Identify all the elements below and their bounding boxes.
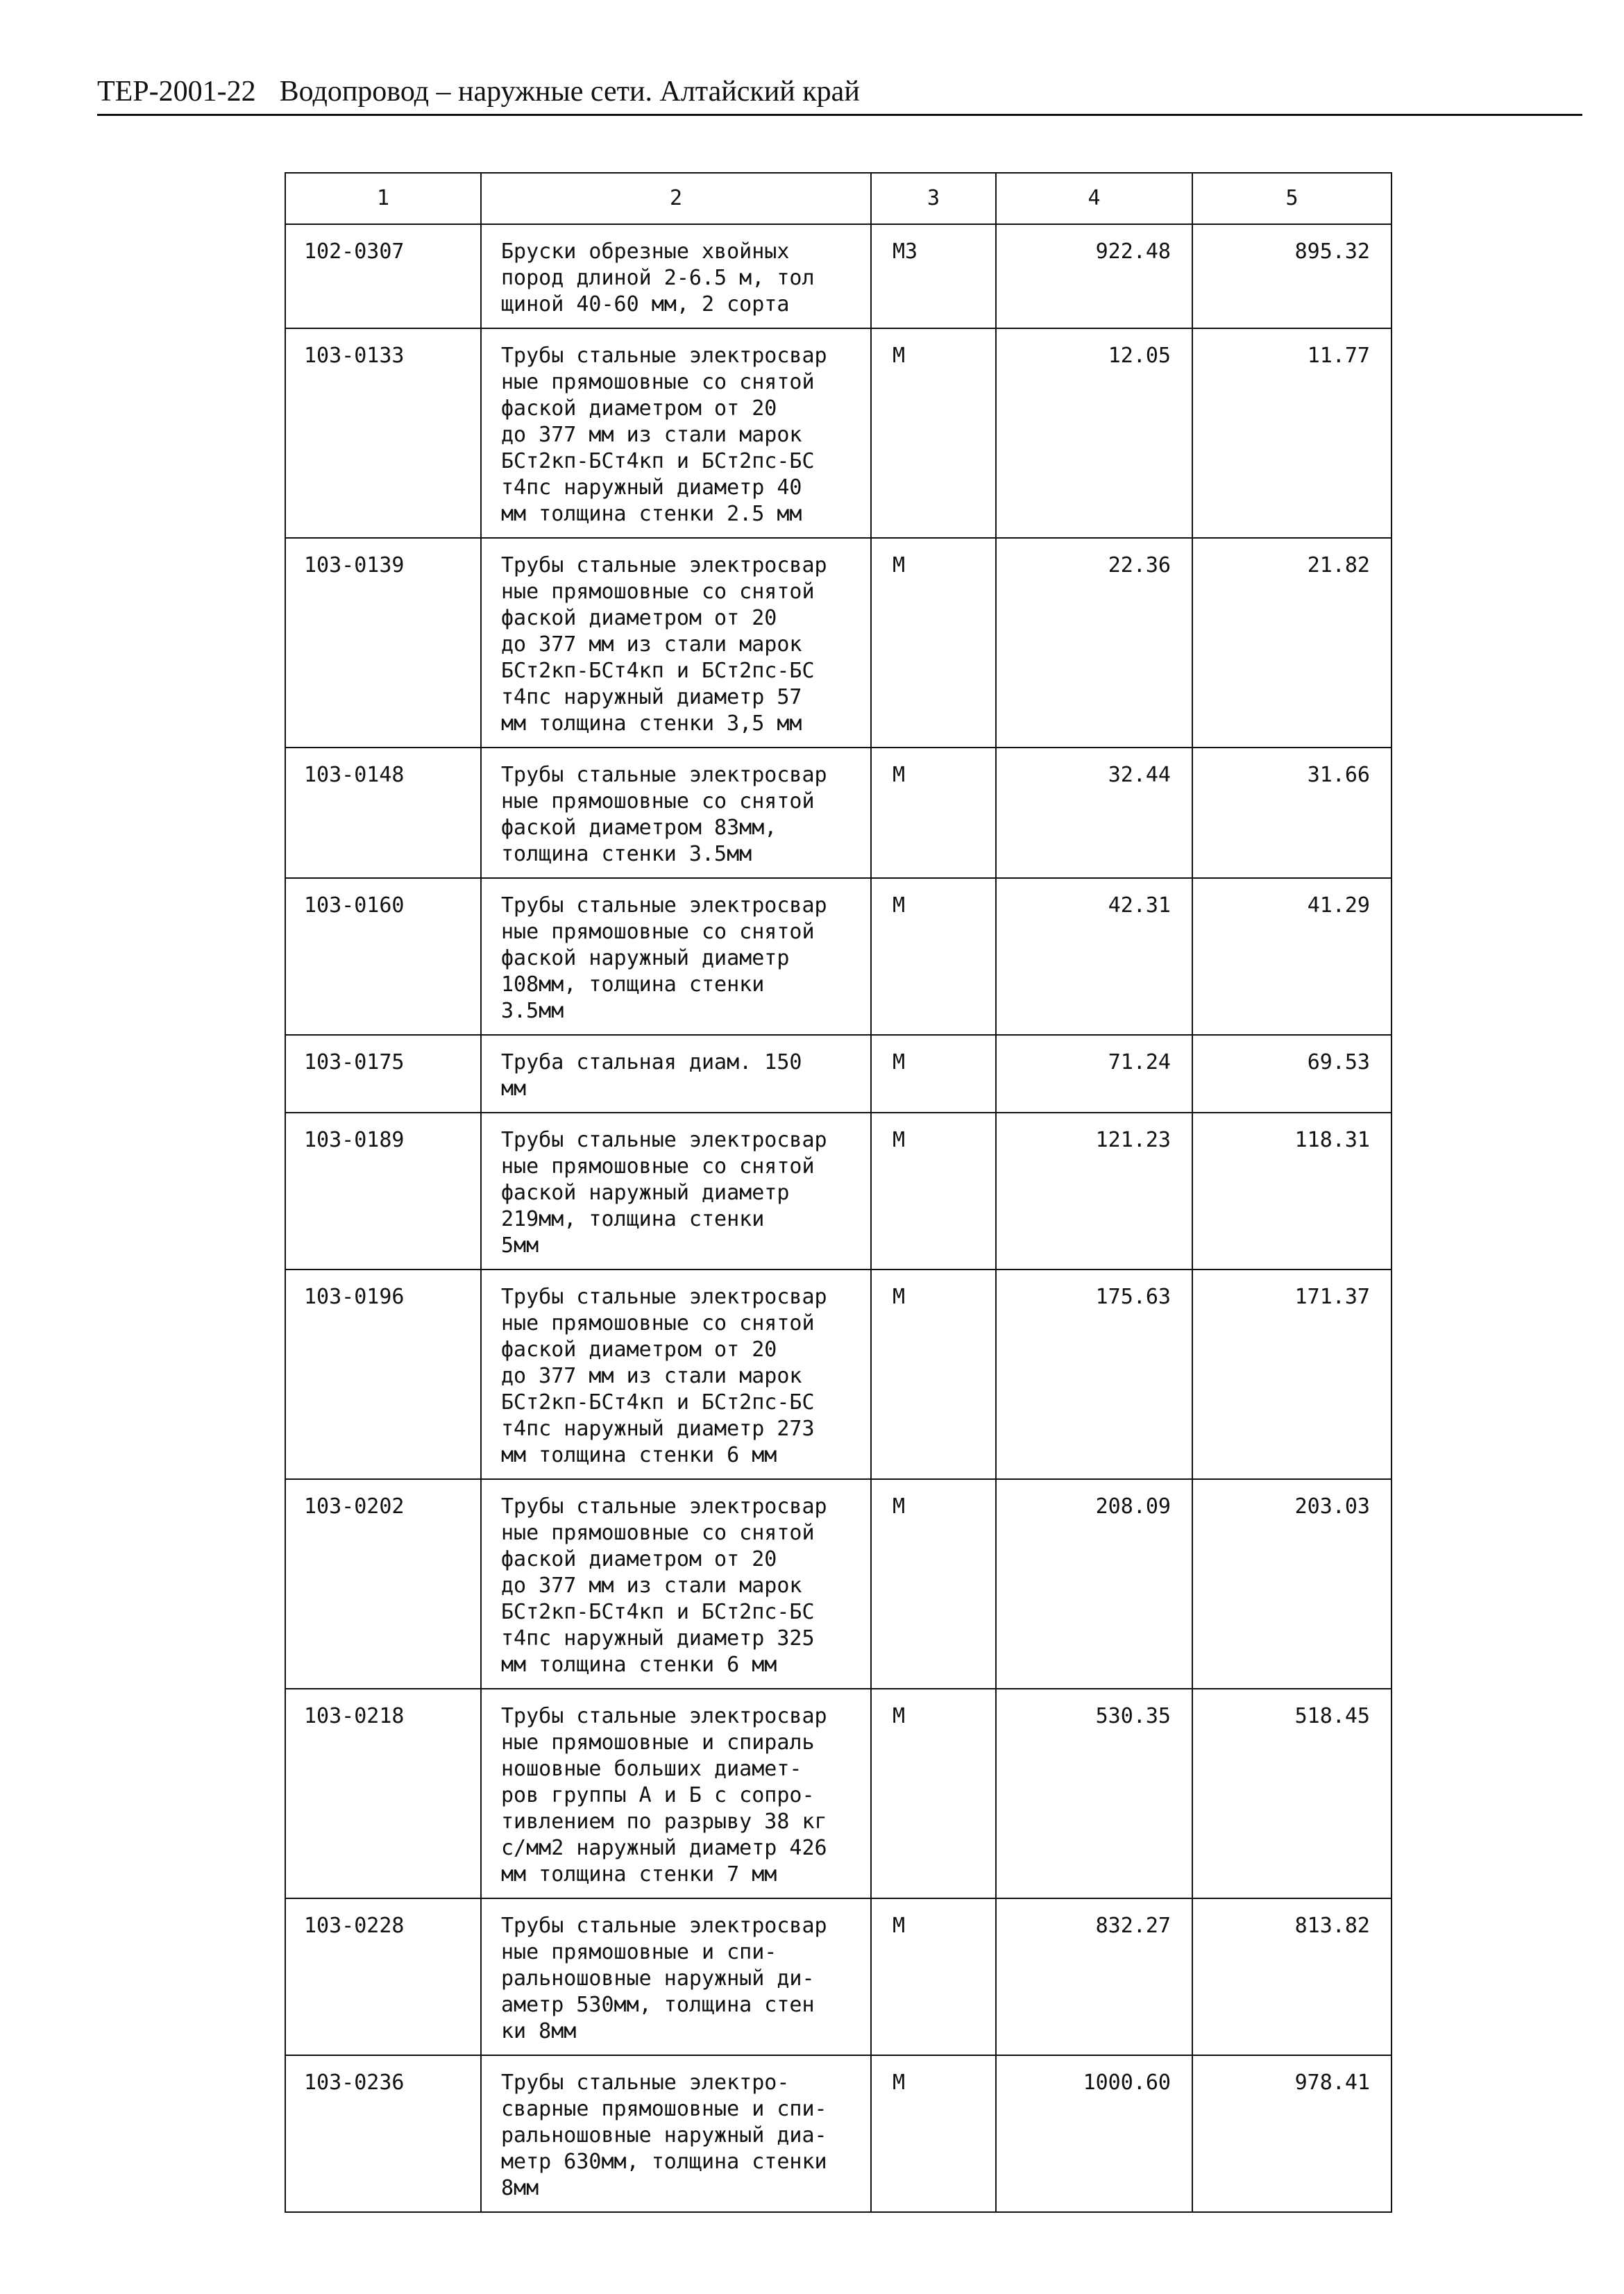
table-row bbox=[285, 1035, 1392, 1113]
unit-cell: М bbox=[871, 1270, 996, 1479]
unit-cell: М bbox=[871, 1479, 996, 1689]
resource-code-cell: 103-0236 bbox=[285, 2055, 481, 2212]
resource-code-cell: 103-0139 bbox=[285, 538, 481, 748]
unit-cell: М bbox=[871, 1689, 996, 1898]
resource-code-cell: 103-0202 bbox=[285, 1479, 481, 1689]
price-value-cell: 121.23 bbox=[996, 1113, 1192, 1270]
table-row bbox=[285, 748, 1392, 878]
unit-cell: М bbox=[871, 1035, 996, 1113]
column-number-row bbox=[285, 173, 1392, 224]
unit-cell: М bbox=[871, 1898, 996, 2055]
resource-code-cell: 103-0228 bbox=[285, 1898, 481, 2055]
table-row bbox=[285, 538, 1392, 748]
price-value-cell: 203.03 bbox=[1192, 1479, 1392, 1689]
document-code: ТЕР-2001-22 bbox=[97, 76, 256, 108]
price-value-cell: 22.36 bbox=[996, 538, 1192, 748]
table-row bbox=[285, 1113, 1392, 1270]
resource-name-cell: Трубы стальные электросвар ные прямошовные со снятой фаской наружный диаметр 108мм, толщина стенки 3.5мм bbox=[481, 878, 871, 1035]
resource-name-cell: Трубы стальные электросвар ные прямошовные со снятой фаской наружный диаметр 219мм, толщина стенки 5мм bbox=[481, 1113, 871, 1270]
column-header: 1 bbox=[285, 173, 481, 224]
resource-name-cell: Трубы стальные электросвар ные прямошовные со снятой фаской диаметром от 20 до 377 мм из стали марок БСт2кп-БСт4кп и БСт2пс-БС т4пс наружный диаметр 273 мм толщина стенки 6 мм bbox=[481, 1270, 871, 1479]
price-value-cell: 11.77 bbox=[1192, 328, 1392, 538]
table-row bbox=[285, 878, 1392, 1035]
table-row bbox=[285, 1270, 1392, 1479]
resource-name-cell: Труба стальная диам. 150 мм bbox=[481, 1035, 871, 1113]
column-header: 4 bbox=[996, 173, 1192, 224]
unit-cell: М bbox=[871, 748, 996, 878]
price-table bbox=[285, 172, 1392, 2213]
unit-cell: М bbox=[871, 538, 996, 748]
price-value-cell: 21.82 bbox=[1192, 538, 1392, 748]
resource-name-cell: Бруски обрезные хвойных пород длиной 2-6.5 м, тол щиной 40-60 мм, 2 сорта bbox=[481, 224, 871, 328]
resource-code-cell: 103-0218 bbox=[285, 1689, 481, 1898]
table-row bbox=[285, 2055, 1392, 2212]
resource-code-cell: 103-0175 bbox=[285, 1035, 481, 1113]
price-value-cell: 175.63 bbox=[996, 1270, 1192, 1479]
unit-cell: М bbox=[871, 2055, 996, 2212]
column-header: 5 bbox=[1192, 173, 1392, 224]
table-row bbox=[285, 1689, 1392, 1898]
price-value-cell: 530.35 bbox=[996, 1689, 1192, 1898]
price-value-cell: 518.45 bbox=[1192, 1689, 1392, 1898]
resource-name-cell: Трубы стальные электросвар ные прямошовные со снятой фаской диаметром от 20 до 377 мм из стали марок БСт2кп-БСт4кп и БСт2пс-БС т4пс наружный диаметр 40 мм толщина стенки 2.5 мм bbox=[481, 328, 871, 538]
resource-code-cell: 103-0196 bbox=[285, 1270, 481, 1479]
price-value-cell: 118.31 bbox=[1192, 1113, 1392, 1270]
price-value-cell: 42.31 bbox=[996, 878, 1192, 1035]
resource-name-cell: Трубы стальные электро- сварные прямошовные и спи- ральношовные наружный диа- метр 630мм, толщина стенки 8мм bbox=[481, 2055, 871, 2212]
unit-cell: М bbox=[871, 878, 996, 1035]
resource-name-cell: Трубы стальные электросвар ные прямошовные и спи- ральношовные наружный ди- аметр 530мм, толщина стен ки 8мм bbox=[481, 1898, 871, 2055]
column-header: 3 bbox=[871, 173, 996, 224]
table-row bbox=[285, 328, 1392, 538]
price-value-cell: 31.66 bbox=[1192, 748, 1392, 878]
resource-name-cell: Трубы стальные электросвар ные прямошовные со снятой фаской диаметром от 20 до 377 мм из стали марок БСт2кп-БСт4кп и БСт2пс-БС т4пс наружный диаметр 57 мм толщина стенки 3,5 мм bbox=[481, 538, 871, 748]
page-header bbox=[97, 69, 1582, 116]
resource-code-cell: 102-0307 bbox=[285, 224, 481, 328]
table-row bbox=[285, 1479, 1392, 1689]
table-row bbox=[285, 224, 1392, 328]
document-title: Водопровод – наружные сети. Алтайский край bbox=[279, 76, 860, 108]
resource-code-cell: 103-0160 bbox=[285, 878, 481, 1035]
unit-cell: М bbox=[871, 328, 996, 538]
price-value-cell: 32.44 bbox=[996, 748, 1192, 878]
price-value-cell: 171.37 bbox=[1192, 1270, 1392, 1479]
resource-code-cell: 103-0133 bbox=[285, 328, 481, 538]
resource-name-cell: Трубы стальные электросвар ные прямошовные и спираль ношовные больших диамет- ров группы А и Б с сопро- тивлением по разрыву 38 кг с/мм2 наружный диаметр 426 мм толщина стенки 7 мм bbox=[481, 1689, 871, 1898]
price-value-cell: 71.24 bbox=[996, 1035, 1192, 1113]
price-value-cell: 208.09 bbox=[996, 1479, 1192, 1689]
price-value-cell: 895.32 bbox=[1192, 224, 1392, 328]
price-value-cell: 832.27 bbox=[996, 1898, 1192, 2055]
price-value-cell: 1000.60 bbox=[996, 2055, 1192, 2212]
price-value-cell: 978.41 bbox=[1192, 2055, 1392, 2212]
table-row bbox=[285, 1898, 1392, 2055]
price-value-cell: 813.82 bbox=[1192, 1898, 1392, 2055]
resource-name-cell: Трубы стальные электросвар ные прямошовные со снятой фаской диаметром 83мм, толщина стенки 3.5мм bbox=[481, 748, 871, 878]
resource-name-cell: Трубы стальные электросвар ные прямошовные со снятой фаской диаметром от 20 до 377 мм из стали марок БСт2кп-БСт4кп и БСт2пс-БС т4пс наружный диаметр 325 мм толщина стенки 6 мм bbox=[481, 1479, 871, 1689]
column-header: 2 bbox=[481, 173, 871, 224]
unit-cell: М bbox=[871, 1113, 996, 1270]
resource-code-cell: 103-0148 bbox=[285, 748, 481, 878]
price-value-cell: 922.48 bbox=[996, 224, 1192, 328]
unit-cell: М3 bbox=[871, 224, 996, 328]
resource-code-cell: 103-0189 bbox=[285, 1113, 481, 1270]
price-value-cell: 69.53 bbox=[1192, 1035, 1392, 1113]
price-value-cell: 41.29 bbox=[1192, 878, 1392, 1035]
price-value-cell: 12.05 bbox=[996, 328, 1192, 538]
